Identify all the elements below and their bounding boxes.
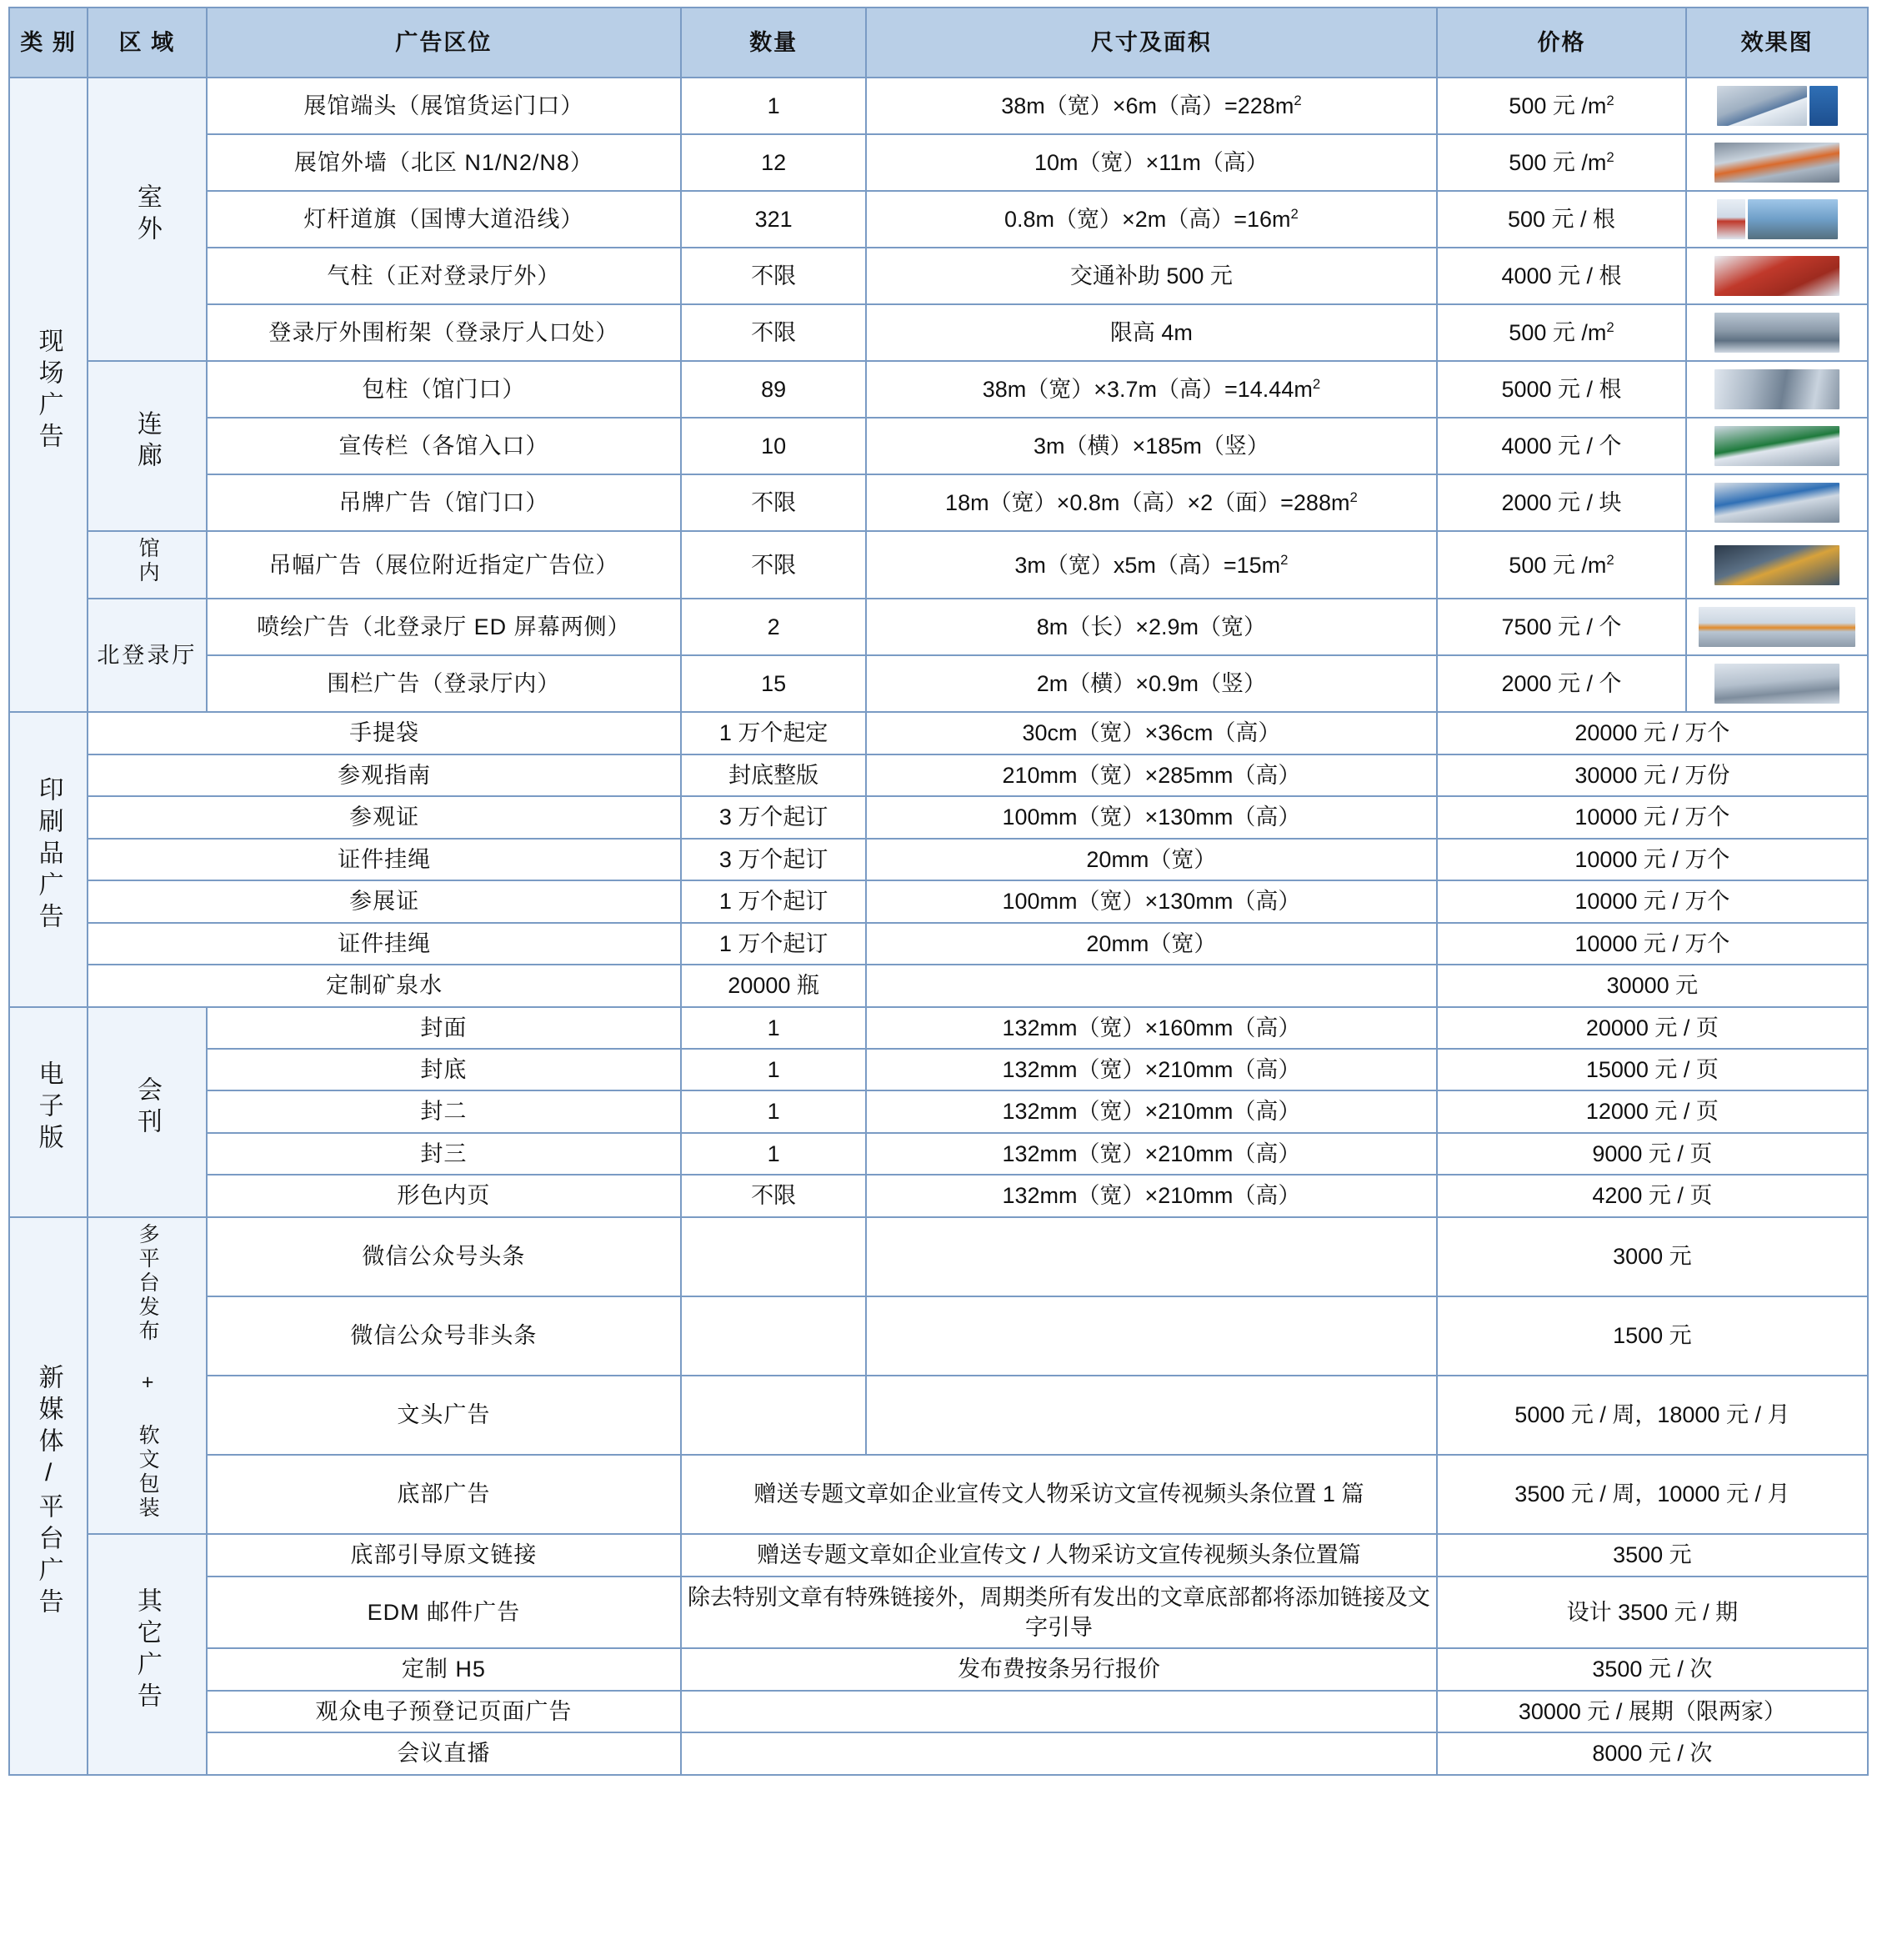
zone-outdoor-label: 室外 <box>133 183 161 248</box>
photo-thumbnail-outer-wall <box>1714 143 1839 183</box>
table-row <box>9 712 1868 754</box>
quantity-cell: 发布费按条另行报价 <box>681 1648 1437 1690</box>
thumbnail-group <box>1692 545 1862 585</box>
quantity-cell <box>681 1376 866 1455</box>
category-newmedia <box>9 1217 88 1775</box>
quantity-cell: 1 <box>681 1007 866 1049</box>
thumbnail-group <box>1692 199 1862 239</box>
price-cell: 3500 元 <box>1437 1534 1868 1576</box>
position-cell: 定制 H5 <box>207 1648 682 1690</box>
zone-north-lobby <box>88 599 206 712</box>
position-cell: 宣传栏（各馆入口） <box>207 418 682 474</box>
table-row <box>9 839 1868 880</box>
thumbnail-group <box>1692 483 1862 523</box>
position-cell: 封二 <box>207 1090 682 1132</box>
table-row <box>9 1090 1868 1132</box>
size-cell: 30cm（宽）×36cm（高） <box>866 712 1437 754</box>
price-cell: 10000 元 / 万个 <box>1437 880 1868 922</box>
position-cell: 展馆外墙（北区 N1/N2/N8） <box>207 134 682 191</box>
quantity-cell: 2 <box>681 599 866 655</box>
category-onsite <box>9 78 88 712</box>
position-cell: 气柱（正对登录厅外） <box>207 248 682 304</box>
price-cell: 7500 元 / 个 <box>1437 599 1686 655</box>
position-cell: 定制矿泉水 <box>88 965 681 1006</box>
effect-image-cell <box>1686 474 1868 531</box>
quantity-cell: 20000 瓶 <box>681 965 866 1006</box>
header-effect-image: 效果图 <box>1686 8 1868 78</box>
category-electronic <box>9 1007 88 1217</box>
thumbnail-group <box>1692 664 1862 704</box>
price-cell: 20000 元 / 万个 <box>1437 712 1868 754</box>
price-cell: 500 元 $/m^2$ <box>1437 78 1686 134</box>
photo-thumbnail-light-pole-flag <box>1717 199 1745 239</box>
quantity-cell: 1 万个起订 <box>681 880 866 922</box>
position-cell: 微信公众号非头条 <box>207 1296 682 1376</box>
header-position: 广告区位 <box>207 8 682 78</box>
size-cell: 限高 4m <box>866 304 1437 361</box>
zone-corridor-label: 连廊 <box>133 410 161 474</box>
position-cell: 会议直播 <box>207 1732 682 1774</box>
quantity-cell: 封底整版 <box>681 754 866 796</box>
table-row <box>9 474 1868 531</box>
quantity-cell: 89 <box>681 361 866 418</box>
price-cell: 4000 元 / 个 <box>1437 418 1686 474</box>
quantity-cell: 不限 <box>681 1175 866 1216</box>
zone-other-ads <box>88 1534 206 1775</box>
size-cell: 8m（长）×2.9m（宽） <box>866 599 1437 655</box>
position-cell: 喷绘广告（北登录厅 ED 屏幕两侧） <box>207 599 682 655</box>
price-cell: 12000 元 / 页 <box>1437 1090 1868 1132</box>
size-cell: 10m（宽）×11m（高） <box>866 134 1437 191</box>
quantity-cell: 不限 <box>681 304 866 361</box>
header-row <box>9 8 1868 78</box>
thumbnail-group <box>1692 256 1862 296</box>
table-row <box>9 1534 1868 1576</box>
quantity-cell: 12 <box>681 134 866 191</box>
header-category: 类 别 <box>9 8 88 78</box>
table-row <box>9 361 1868 418</box>
quantity-cell: 1 <box>681 1049 866 1090</box>
quantity-cell: 3 万个起订 <box>681 796 866 838</box>
position-cell: 围栏广告（登录厅内） <box>207 655 682 712</box>
size-cell: 20mm（宽） <box>866 839 1437 880</box>
zone-indoor-label: 馆内 <box>136 537 160 585</box>
price-cell: 30000 元 / 展期（限两家） <box>1437 1691 1868 1732</box>
size-cell: 100mm（宽）×130mm（高） <box>866 880 1437 922</box>
size-cell: 132mm（宽）×210mm（高） <box>866 1090 1437 1132</box>
photo-thumbnail-fence-ad <box>1714 664 1839 704</box>
price-cell: 2000 元 / 块 <box>1437 474 1686 531</box>
position-cell: 微信公众号头条 <box>207 1217 682 1296</box>
position-cell: 文头广告 <box>207 1376 682 1455</box>
photo-thumbnail-lobby-screen <box>1699 607 1855 647</box>
position-cell: 观众电子预登记页面广告 <box>207 1691 682 1732</box>
size-cell: 132mm（宽）×210mm（高） <box>866 1049 1437 1090</box>
category-onsite-label: 现场广告 <box>34 328 63 454</box>
table-row <box>9 923 1868 965</box>
size-cell <box>866 1376 1437 1455</box>
quantity-cell: 不限 <box>681 474 866 531</box>
price-cell: 5000 元 / 周，18000 元 / 月 <box>1437 1376 1868 1455</box>
price-cell: 500 元 / 根 <box>1437 191 1686 248</box>
effect-image-cell <box>1686 531 1868 599</box>
price-cell: 500 元 $/m^2$ <box>1437 531 1686 599</box>
size-cell: 3m（宽）x5m（高）$=15m^2$ <box>866 531 1437 599</box>
size-cell: 3m（横）×185m（竖） <box>866 418 1437 474</box>
price-cell: 1500 元 <box>1437 1296 1868 1376</box>
quantity-cell: 1 万个起订 <box>681 923 866 965</box>
size-cell: 38m（宽）×6m（高）$=228m^2$ <box>866 78 1437 134</box>
quantity-cell: 1 <box>681 1133 866 1175</box>
position-cell: 证件挂绳 <box>88 923 681 965</box>
quantity-cell: 除去特别文章有特殊链接外，周期类所有发出的文章底部都将添加链接及文字引导 <box>681 1577 1437 1649</box>
quantity-cell <box>681 1217 866 1296</box>
zone-journal-label: 会刊 <box>133 1075 161 1140</box>
quantity-cell: 不限 <box>681 248 866 304</box>
size-cell <box>866 965 1437 1006</box>
category-print <box>9 712 88 1006</box>
effect-image-cell <box>1686 599 1868 655</box>
photo-thumbnail-truss <box>1714 313 1839 353</box>
table-row <box>9 965 1868 1006</box>
size-cell: 132mm（宽）×160mm（高） <box>866 1007 1437 1049</box>
thumbnail-group <box>1692 313 1862 353</box>
position-cell: 底部引导原文链接 <box>207 1534 682 1576</box>
quantity-cell <box>681 1296 866 1376</box>
position-cell: 参观指南 <box>88 754 681 796</box>
price-cell: 8000 元 / 次 <box>1437 1732 1868 1774</box>
table-row <box>9 1732 1868 1774</box>
thumbnail-group <box>1692 607 1862 647</box>
price-cell: 4000 元 / 根 <box>1437 248 1686 304</box>
zone-journal <box>88 1007 206 1217</box>
position-cell: 形色内页 <box>207 1175 682 1216</box>
quantity-cell: 10 <box>681 418 866 474</box>
position-cell: 封三 <box>207 1133 682 1175</box>
table-row <box>9 1133 1868 1175</box>
quantity-cell: 1 万个起定 <box>681 712 866 754</box>
table-row <box>9 1648 1868 1690</box>
table-row <box>9 880 1868 922</box>
table-row <box>9 134 1868 191</box>
effect-image-cell <box>1686 78 1868 134</box>
table-row <box>9 754 1868 796</box>
position-cell: 封底 <box>207 1049 682 1090</box>
quantity-cell: 321 <box>681 191 866 248</box>
quantity-cell: 不限 <box>681 531 866 599</box>
photo-thumbnail-air-column <box>1714 256 1839 296</box>
zone-outdoor <box>88 78 206 361</box>
price-cell: 2000 元 / 个 <box>1437 655 1686 712</box>
effect-image-cell <box>1686 304 1868 361</box>
price-cell: 10000 元 / 万个 <box>1437 839 1868 880</box>
price-cell: 4200 元 / 页 <box>1437 1175 1868 1216</box>
table-header <box>9 8 1868 78</box>
position-cell: 包柱（馆门口） <box>207 361 682 418</box>
quantity-cell: 3 万个起订 <box>681 839 866 880</box>
thumbnail-group <box>1692 143 1862 183</box>
position-cell: 手提袋 <box>88 712 681 754</box>
photo-thumbnail-banner <box>1809 86 1838 126</box>
quantity-cell: 15 <box>681 655 866 712</box>
thumbnail-group <box>1692 426 1862 466</box>
table-row <box>9 1007 1868 1049</box>
table-row <box>9 796 1868 838</box>
price-cell: 20000 元 / 页 <box>1437 1007 1868 1049</box>
position-cell: 参观证 <box>88 796 681 838</box>
table-row <box>9 418 1868 474</box>
effect-image-cell <box>1686 655 1868 712</box>
size-cell <box>866 1217 1437 1296</box>
table-row <box>9 304 1868 361</box>
effect-image-cell <box>1686 248 1868 304</box>
table-row <box>9 1455 1868 1534</box>
price-cell: 500 元 $/m^2$ <box>1437 134 1686 191</box>
table-row <box>9 191 1868 248</box>
table-row <box>9 1691 1868 1732</box>
zone-indoor <box>88 531 206 599</box>
price-cell: 15000 元 / 页 <box>1437 1049 1868 1090</box>
position-cell: 封面 <box>207 1007 682 1049</box>
zone-north-lobby-label: 北登录厅 <box>97 643 198 669</box>
thumbnail-group <box>1692 86 1862 126</box>
table-body <box>9 78 1868 1775</box>
quantity-cell: 1 <box>681 1090 866 1132</box>
size-cell: 2m（横）×0.9m（竖） <box>866 655 1437 712</box>
table-row <box>9 1577 1868 1649</box>
thumbnail-group <box>1692 369 1862 409</box>
table-row <box>9 248 1868 304</box>
zone-multi-platform <box>88 1217 206 1534</box>
table-row <box>9 599 1868 655</box>
header-price: 价格 <box>1437 8 1686 78</box>
position-cell: 灯杆道旗（国博大道沿线） <box>207 191 682 248</box>
effect-image-cell <box>1686 418 1868 474</box>
photo-thumbnail-hall-end <box>1717 86 1807 126</box>
zone-multi-platform-label: 多平台发布 + 软文包装 <box>136 1222 160 1521</box>
table-row <box>9 1175 1868 1216</box>
quantity-cell <box>681 1691 1437 1732</box>
price-cell: 30000 元 / 万份 <box>1437 754 1868 796</box>
photo-thumbnail-hanging-sign <box>1714 483 1839 523</box>
table-row <box>9 1376 1868 1455</box>
table-row <box>9 531 1868 599</box>
size-cell: 交通补助 500 元 <box>866 248 1437 304</box>
effect-image-cell <box>1686 134 1868 191</box>
position-cell: 参展证 <box>88 880 681 922</box>
size-cell: 38m（宽）×3.7m（高）$=14.44m^2$ <box>866 361 1437 418</box>
header-zone: 区 域 <box>88 8 206 78</box>
position-cell: 证件挂绳 <box>88 839 681 880</box>
position-cell: EDM 邮件广告 <box>207 1577 682 1649</box>
quantity-cell <box>681 1732 1437 1774</box>
header-quantity: 数量 <box>681 8 866 78</box>
price-cell: 3500 元 / 次 <box>1437 1648 1868 1690</box>
table-row <box>9 1296 1868 1376</box>
size-cell: 210mm（宽）×285mm（高） <box>866 754 1437 796</box>
position-cell: 登录厅外围桁架（登录厅人口处） <box>207 304 682 361</box>
size-cell: 132mm（宽）×210mm（高） <box>866 1175 1437 1216</box>
category-print-label: 印刷品广告 <box>34 776 63 935</box>
price-cell: 30000 元 <box>1437 965 1868 1006</box>
position-cell: 吊幅广告（展位附近指定广告位） <box>207 531 682 599</box>
price-cell: 10000 元 / 万个 <box>1437 923 1868 965</box>
price-cell: 5000 元 / 根 <box>1437 361 1686 418</box>
photo-thumbnail-indoor-banner <box>1714 545 1839 585</box>
quantity-cell: 赠送专题文章如企业宣传文人物采访文宣传视频头条位置 1 篇 <box>681 1455 1437 1534</box>
position-cell: 吊牌广告（馆门口） <box>207 474 682 531</box>
zone-other-ads-label: 其它广告 <box>133 1587 161 1714</box>
price-cell: 9000 元 / 页 <box>1437 1133 1868 1175</box>
size-cell <box>866 1296 1437 1376</box>
category-electronic-label: 电子版 <box>34 1060 63 1155</box>
photo-thumbnail-bulletin-board <box>1714 426 1839 466</box>
quantity-cell: 赠送专题文章如企业宣传文 / 人物采访文宣传视频头条位置篇 <box>681 1534 1437 1576</box>
size-cell: 100mm（宽）×130mm（高） <box>866 796 1437 838</box>
price-cell: 3000 元 <box>1437 1217 1868 1296</box>
size-cell: 132mm（宽）×210mm（高） <box>866 1133 1437 1175</box>
position-cell: 展馆端头（展馆货运门口） <box>207 78 682 134</box>
effect-image-cell <box>1686 191 1868 248</box>
size-cell: 18m（宽）×0.8m（高）×2（面）$=288m^2$ <box>866 474 1437 531</box>
advertising-price-table <box>8 7 1869 1776</box>
table-row <box>9 78 1868 134</box>
effect-image-cell <box>1686 361 1868 418</box>
table-row <box>9 1217 1868 1296</box>
quantity-cell: 1 <box>681 78 866 134</box>
size-cell: 0.8m（宽）×2m（高）$=16m^2$ <box>866 191 1437 248</box>
category-newmedia-label: 新媒体/平台广告 <box>34 1364 63 1620</box>
price-cell: 设计 3500 元 / 期 <box>1437 1577 1868 1649</box>
position-cell: 底部广告 <box>207 1455 682 1534</box>
price-cell: 500 元 $/m^2$ <box>1437 304 1686 361</box>
header-size: 尺寸及面积 <box>866 8 1437 78</box>
size-cell: 20mm（宽） <box>866 923 1437 965</box>
price-cell: 3500 元 / 周，10000 元 / 月 <box>1437 1455 1868 1534</box>
photo-thumbnail-wrapped-column <box>1714 369 1839 409</box>
table-row <box>9 1049 1868 1090</box>
table-row <box>9 655 1868 712</box>
price-cell: 10000 元 / 万个 <box>1437 796 1868 838</box>
photo-thumbnail-street-flag <box>1748 199 1838 239</box>
zone-corridor <box>88 361 206 531</box>
